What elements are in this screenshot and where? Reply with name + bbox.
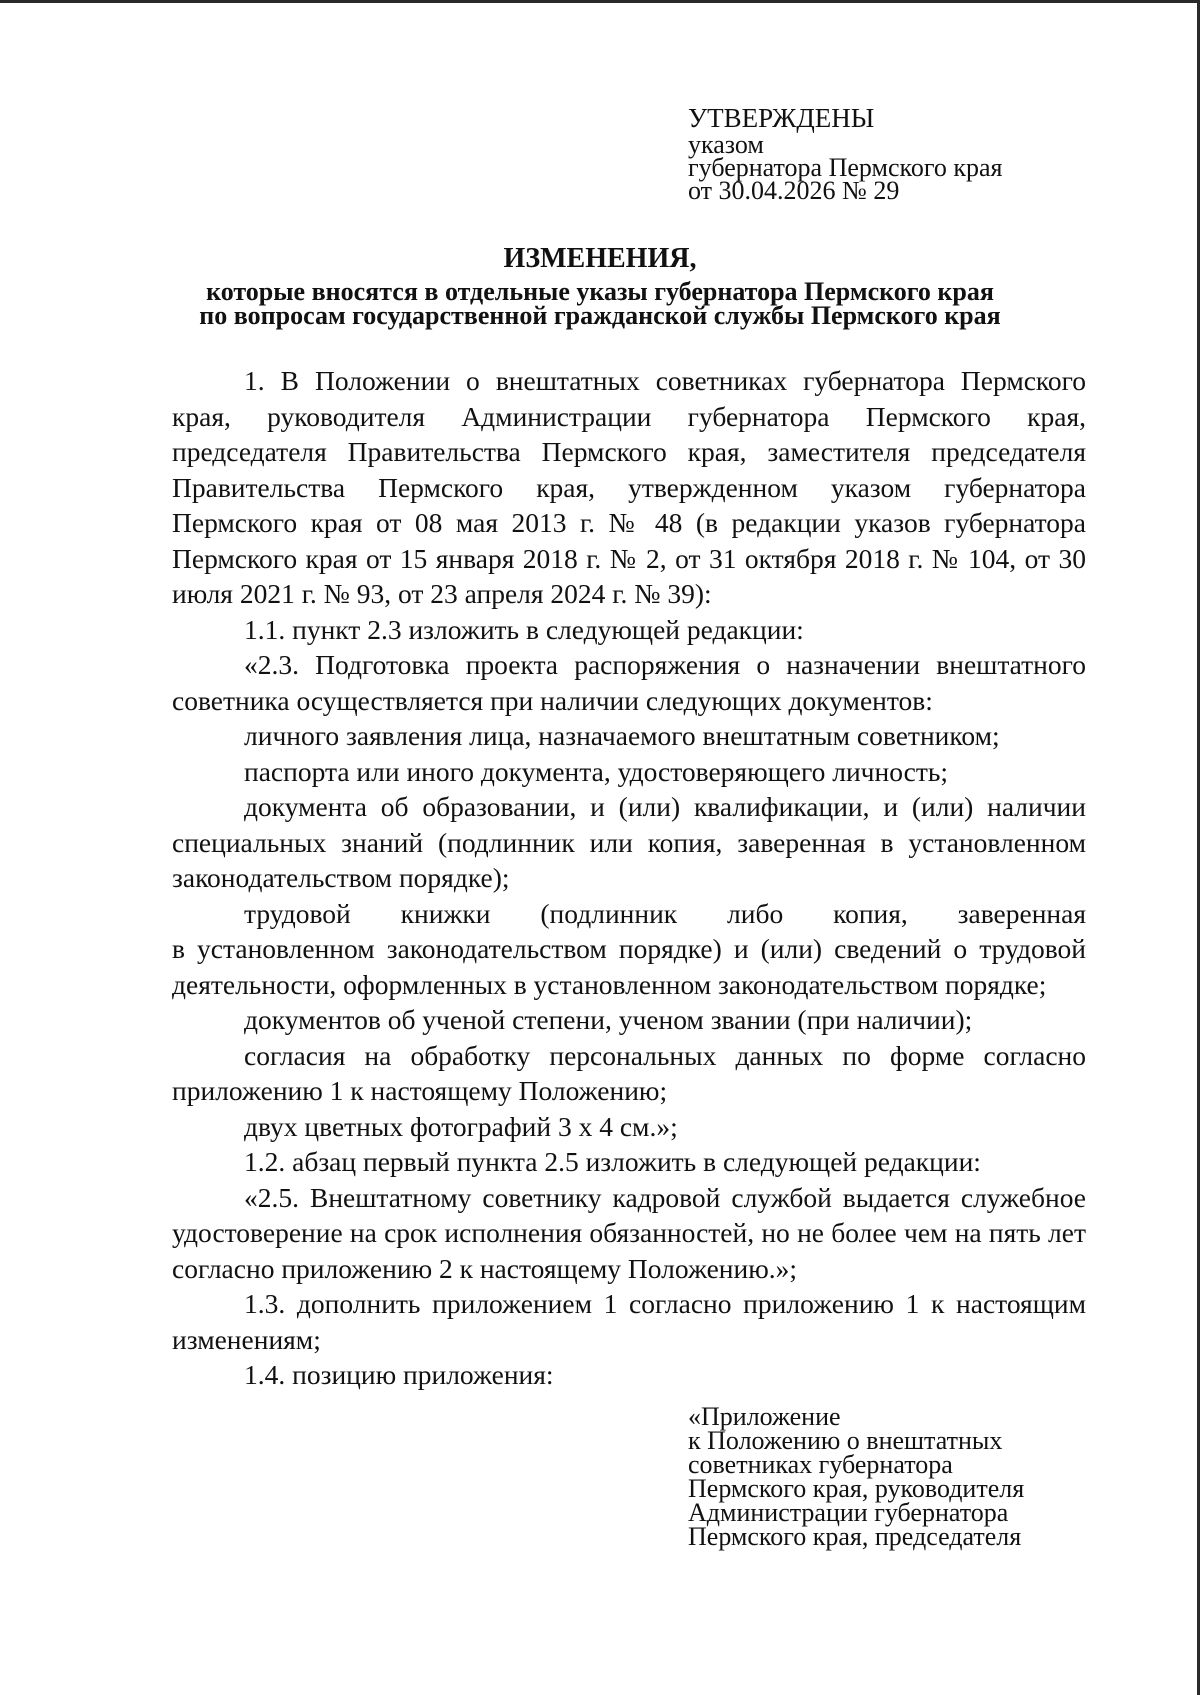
annex-quote [688, 1402, 1025, 1551]
paragraph: личного заявления лица, назначаемого внештатным советником; [244, 720, 1000, 751]
paragraph: 1.4. позицию приложения: [244, 1359, 554, 1390]
paragraph: 1.3. дополнить приложением 1 согласно приложению 1 к настоящим изменениям; [172, 1288, 1086, 1355]
paragraph: документа об образовании, и (или) квалификации, и (или) наличии специальных знаний (подлинник или копия, заверенная в установленном законодательством порядке); [172, 791, 1086, 893]
approval-line: губернатора Пермского края [688, 153, 1003, 182]
paragraph: документов об ученой степени, ученом звании (при наличии); [244, 1004, 973, 1035]
document-body [172, 363, 1086, 1393]
paragraph: 1.1. пункт 2.3 изложить в следующей редакции: [244, 613, 804, 645]
approval-date-number: от 30.04.2026 № 29 [688, 176, 900, 205]
scan-edge-top [0, 0, 1200, 3]
paragraph: согласия на обработку персональных данных по форме согласно приложению 1 к настоящему Положению; [172, 1039, 1086, 1106]
document-subtitle [0, 277, 1200, 330]
annex-line: Пермского края, руководителя [688, 1474, 1025, 1503]
paragraph: в установленном законодательством порядке) и (или) сведений о трудовой деятельности, оформленных в установленном законодательством порядке; [172, 933, 1086, 1000]
annex-line: Пермского края, председателя [688, 1522, 1022, 1551]
annex-line: советниках губернатора [688, 1450, 953, 1479]
subtitle-line: которые вносятся в отдельные указы губернатора Пермского края [206, 277, 994, 306]
approval-heading: УТВЕРЖДЕНЫ [688, 103, 875, 133]
paragraph: двух цветных фотографий 3 х 4 см.»; [244, 1110, 678, 1142]
annex-line: «Приложение [688, 1402, 841, 1431]
subtitle-line: по вопросам государственной гражданской службы Пермского края [199, 301, 1001, 330]
annex-line: Администрации губернатора [688, 1498, 1009, 1527]
document-title: ИЗМЕНЕНИЯ, [503, 243, 697, 274]
paragraph: 1. В Положении о внештатных советниках губернатора Пермского края, руководителя Администрации губернатора Пермского края, председателя Правительства Пермского края, заместителя председателя Правительства Пермского края, утвержденном указом губернатора Пермского края от 08 мая 2013 г. № 48 (в редакции указов губернатора Пермского края от 15 января 2018 г. № 2, от 31 октября 2018 г. № 104, от 30 июля 2021 г. № 93, от 23 апреля 2024 г. № 39): [172, 365, 1086, 609]
annex-line: к Положению о внештатных [688, 1426, 1003, 1455]
paragraph: трудовой книжки (подлинник либо копия, заверенная [244, 897, 1086, 929]
paragraph: «2.5. Внештатному советнику кадровой службой выдается служебное удостоверение на срок исполнения обязанностей, но не более чем на пять лет согласно приложению 2 к настоящему Положению.»; [172, 1181, 1086, 1284]
approval-line: указом [688, 130, 764, 159]
paragraph: паспорта или иного документа, удостоверяющего личность; [244, 755, 949, 787]
approval-stamp [688, 103, 1003, 205]
paragraph: 1.2. абзац первый пункта 2.5 изложить в следующей редакции: [244, 1146, 981, 1177]
paragraph: «2.3. Подготовка проекта распоряжения о назначении внештатного советника осуществляется при наличии следующих документов: [172, 649, 1086, 716]
